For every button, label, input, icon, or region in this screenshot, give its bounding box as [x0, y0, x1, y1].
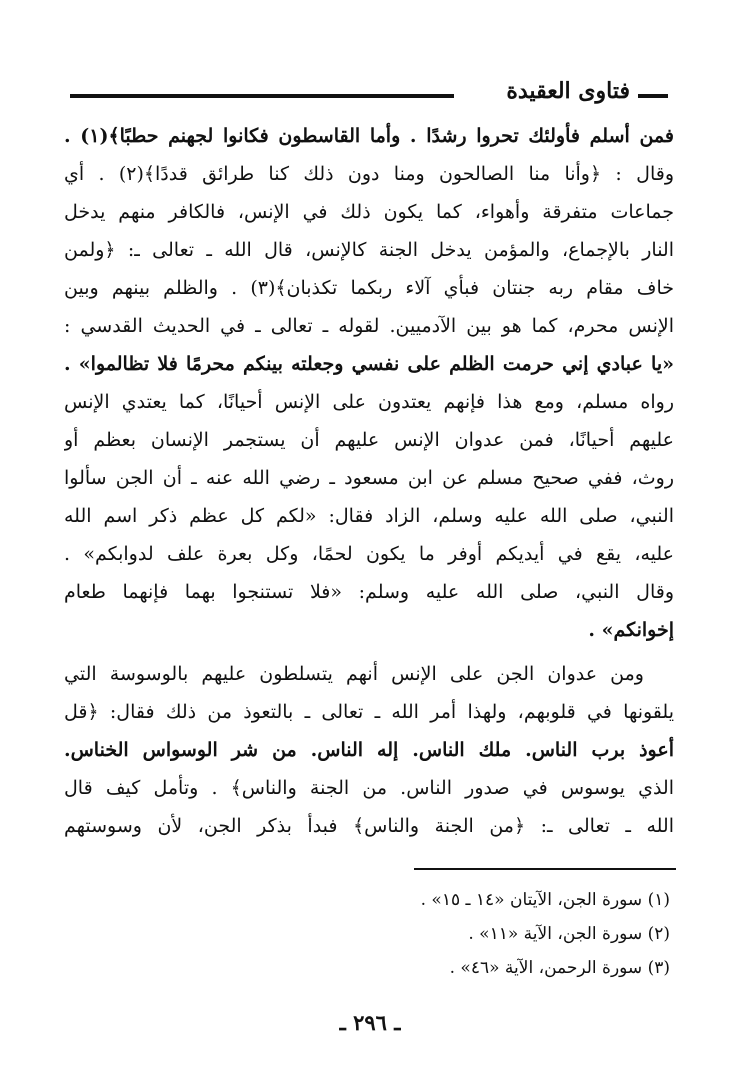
text-line-5: خاف مقام ربه جنتان فبأي آلاء ربكما تكذبان﴾(٣) . والظلم بينهم وبين: [64, 277, 674, 299]
text-line-3: جماعات متفرقة وأهواء، كما يكون ذلك في الإنس، فالكافر منهم يدخل: [64, 201, 674, 223]
text-line-7: «يا عبادي إني حرمت الظلم على نفسي وجعلته بينكم محرمًا فلا تظالموا» .: [64, 353, 674, 375]
text-line-16: يلقونها في قلوبهم، ولهذا أمر الله ـ تعالى ـ بالتعوذ من ذلك فقال: ﴿قل: [64, 701, 674, 723]
text-line-6: الإنس محرم، كما هو بين الآدميين. لقوله ـ تعالى ـ في الحديث القدسي :: [64, 315, 674, 337]
text-line-18: الذي يوسوس في صدور الناس. من الجنة والناس﴾ . وتأمل كيف قال: [64, 777, 674, 799]
text-line-10: روث، ففي صحيح مسلم عن ابن مسعود ـ رضي الله عنه ـ أن الجن سألوا: [64, 467, 674, 489]
text-line-13: وقال النبي، صلى الله عليه وسلم: «فلا تستنجوا بهما فإنهما طعام: [64, 581, 674, 603]
page-number: ـ ٢٩٦ ـ: [339, 1010, 401, 1035]
footnote-separator: [414, 868, 676, 870]
text-line-11: النبي، صلى الله عليه وسلم، الزاد فقال: «لكم كل عظم ذكر اسم الله: [64, 505, 674, 527]
text-line-1: فمن أسلم فأولئك تحروا رشدًا . وأما القاسطون فكانوا لجهنم حطبًا﴾(١) .: [64, 125, 674, 147]
footnote-3: (٣) سورة الرحمن، الآية «٤٦» .: [449, 958, 670, 978]
text-line-12: عليه، يقع في أيديكم أوفر ما يكون لحمًا، وكل بعرة علف لدوابكم» .: [64, 543, 674, 565]
text-line-15: ومن عدوان الجن على الإنس أنهم يتسلطون عليهم بالوسوسة التي: [64, 663, 644, 685]
text-line-2: وقال : ﴿وأنا منا الصالحون ومنا دون ذلك كنا طرائق قددًا﴾(٢) . أي: [64, 163, 674, 185]
header-title: فتاوى العقيدة: [506, 78, 630, 104]
footnote-2: (٢) سورة الجن، الآية «١١» .: [468, 924, 670, 944]
text-line-9: عليهم أحيانًا، فمن عدوان الإنس عليهم أن يستجمر الإنسان بعظم أو: [64, 429, 674, 451]
footnote-1: (١) سورة الجن، الآيتان «١٤ ـ ١٥» .: [420, 890, 670, 910]
header-dash: [638, 94, 668, 98]
text-line-17: أعوذ برب الناس. ملك الناس. إله الناس. من شر الوسواس الخناس.: [64, 739, 674, 761]
text-line-4: النار بالإجماع، والمؤمن يدخل الجنة كالإنس، قال الله ـ تعالى ـ: ﴿ولمن: [64, 239, 674, 261]
text-line-8: رواه مسلم، ومع هذا فإنهم يعتدون على الإنس أحيانًا، كما يعتدي الإنس: [64, 391, 674, 413]
header-rule: [70, 94, 454, 98]
running-header: [70, 78, 668, 108]
text-line-19: الله ـ تعالى ـ: ﴿من الجنة والناس﴾ فبدأ بذكر الجن، لأن وسوستهم: [64, 815, 674, 837]
text-line-14: إخوانكم» .: [588, 619, 674, 641]
